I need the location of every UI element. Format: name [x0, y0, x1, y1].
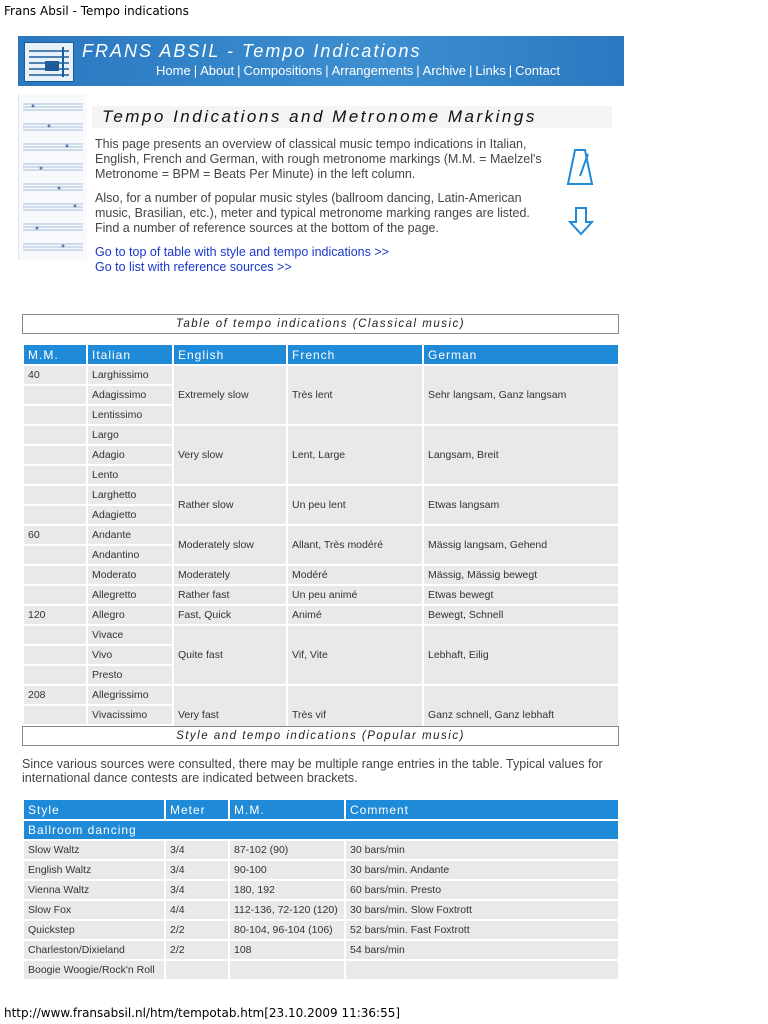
mm-cell: [24, 666, 86, 684]
col-mm: M.M.: [230, 800, 344, 819]
table-row: [24, 566, 618, 584]
mm-cell: 80-104, 96-104 (106): [230, 921, 344, 939]
col-meter: Meter: [166, 800, 228, 819]
intro-paragraph-2: Also, for a number of popular music styles (ballroom dancing, Latin-American music, Brasilian, etc.), meter and typical metronome marking ranges are listed. Find a number of reference sources at the bottom of the page.: [95, 191, 530, 235]
section-title: Ballroom dancing: [24, 821, 618, 839]
mm-cell: [24, 486, 86, 504]
french-cell: Un peu animé: [288, 586, 422, 604]
mm-cell: 208: [24, 686, 86, 704]
english-cell: Very slow: [174, 426, 286, 484]
italian-cell: Andantino: [88, 546, 172, 564]
english-cell: Moderately: [174, 566, 286, 584]
french-cell: Animé: [288, 606, 422, 624]
italian-cell: Vivo: [88, 646, 172, 664]
col-mm: M.M.: [24, 345, 86, 364]
classical-table-caption: Table of tempo indications (Classical music): [22, 314, 619, 334]
mm-cell: 40: [24, 366, 86, 384]
page-footer-url: http://www.fransabsil.nl/htm/tempotab.htm[23.10.2009 11:36:55]: [4, 1006, 401, 1020]
comment-cell: 30 bars/min. Andante: [346, 861, 618, 879]
meter-cell: 3/4: [166, 881, 228, 899]
french-cell: Vif, Vite: [288, 626, 422, 684]
german-cell: Sehr langsam, Ganz langsam: [424, 366, 618, 424]
nav-about[interactable]: About: [200, 63, 235, 78]
italian-cell: Adagissimo: [88, 386, 172, 404]
italian-cell: Andante: [88, 526, 172, 544]
classical-tempo-table: [22, 343, 620, 746]
meter-cell: 2/2: [166, 941, 228, 959]
sheet-music-thumbnail: [18, 94, 87, 260]
mm-cell: [24, 466, 86, 484]
mm-cell: [24, 506, 86, 524]
table-row: [24, 881, 618, 899]
italian-cell: Larghetto: [88, 486, 172, 504]
german-cell: Langsam, Breit: [424, 426, 618, 484]
style-cell: Vienna Waltz: [24, 881, 164, 899]
italian-cell: Larghissimo: [88, 366, 172, 384]
site-title: FRANS ABSIL - Tempo Indications: [82, 41, 422, 61]
popular-table-caption: Style and tempo indications (Popular music): [22, 726, 619, 746]
mm-cell: 120: [24, 606, 86, 624]
italian-cell: Allegrissimo: [88, 686, 172, 704]
style-cell: English Waltz: [24, 861, 164, 879]
mm-cell: [24, 546, 86, 564]
popular-tempo-table: [22, 798, 620, 981]
mm-cell: 180, 192: [230, 881, 344, 899]
site-logo-icon[interactable]: [24, 42, 74, 82]
table-row: [24, 366, 618, 384]
french-cell: Lent, Large: [288, 426, 422, 484]
mm-cell: [24, 406, 86, 424]
section-row: [24, 821, 618, 839]
page-heading: Tempo Indications and Metronome Markings: [92, 106, 612, 128]
mm-cell: 90-100: [230, 861, 344, 879]
italian-cell: Largo: [88, 426, 172, 444]
table-row: [24, 426, 618, 444]
popular-note: Since various sources were consulted, there may be multiple range entries in the table. Typical values for international dance contests are indicated between brackets.: [22, 757, 603, 785]
table-row: [24, 961, 618, 979]
main-nav: Home | About | Compositions | Arrangements | Archive | Links | Contact: [156, 63, 560, 78]
mm-cell: 60: [24, 526, 86, 544]
link-reference-sources[interactable]: Go to list with reference sources >>: [95, 260, 292, 274]
table-row: [24, 901, 618, 919]
german-cell: Etwas bewegt: [424, 586, 618, 604]
style-cell: Slow Waltz: [24, 841, 164, 859]
nav-links[interactable]: Links: [475, 63, 506, 78]
mm-cell: [24, 706, 86, 724]
comment-cell: 60 bars/min. Presto: [346, 881, 618, 899]
style-cell: Charleston/Dixieland: [24, 941, 164, 959]
nav-archive[interactable]: Archive: [422, 63, 467, 78]
nav-home[interactable]: Home: [156, 63, 191, 78]
english-cell: Extremely slow: [174, 366, 286, 424]
italian-cell: Vivace: [88, 626, 172, 644]
comment-cell: 52 bars/min. Fast Foxtrott: [346, 921, 618, 939]
french-cell: Un peu lent: [288, 486, 422, 524]
table-row: [24, 861, 618, 879]
german-cell: Ganz schnell, Ganz lebhaft: [424, 686, 618, 744]
german-cell: Bewegt, Schnell: [424, 606, 618, 624]
site-banner: [18, 36, 624, 86]
down-arrow-icon[interactable]: [568, 206, 594, 241]
english-cell: Very fast: [174, 686, 286, 744]
col-comment: Comment: [346, 800, 618, 819]
mm-cell: 108: [230, 941, 344, 959]
col-italian: Italian: [88, 345, 172, 364]
link-style-table[interactable]: Go to top of table with style and tempo indications >>: [95, 245, 389, 259]
table-row: [24, 526, 618, 544]
mm-cell: [24, 646, 86, 664]
italian-cell: Adagietto: [88, 506, 172, 524]
mm-cell: 112-136, 72-120 (120): [230, 901, 344, 919]
table-row: [24, 626, 618, 644]
english-cell: Rather fast: [174, 586, 286, 604]
german-cell: Mässig langsam, Gehend: [424, 526, 618, 564]
comment-cell: 30 bars/min. Slow Foxtrott: [346, 901, 618, 919]
italian-cell: Moderato: [88, 566, 172, 584]
intro-text: [95, 137, 555, 275]
mm-cell: [24, 426, 86, 444]
english-cell: Rather slow: [174, 486, 286, 524]
comment-cell: [346, 961, 618, 979]
meter-cell: 2/2: [166, 921, 228, 939]
metronome-icon: [566, 148, 594, 191]
mm-cell: [24, 386, 86, 404]
col-french: French: [288, 345, 422, 364]
mm-cell: [230, 961, 344, 979]
french-cell: Très lent: [288, 366, 422, 424]
mm-cell: [24, 626, 86, 644]
table-row: [24, 606, 618, 624]
page-title: Frans Absil - Tempo indications: [4, 4, 189, 18]
style-cell: Boogie Woogie/Rock'n Roll: [24, 961, 164, 979]
comment-cell: 54 bars/min: [346, 941, 618, 959]
meter-cell: 4/4: [166, 901, 228, 919]
meter-cell: 3/4: [166, 861, 228, 879]
mm-cell: [24, 586, 86, 604]
comment-cell: 30 bars/min: [346, 841, 618, 859]
col-german: German: [424, 345, 618, 364]
table-row: [24, 486, 618, 504]
meter-cell: 3/4: [166, 841, 228, 859]
table-row: [24, 586, 618, 604]
italian-cell: Lento: [88, 466, 172, 484]
intro-paragraph-1: This page presents an overview of classical music tempo indications in Italian, English, French and German, with rough metronome markings (M.M. = Maelzel's Metronome = BPM = Beats Per Minute) in the left column.: [95, 137, 542, 181]
nav-compositions[interactable]: Compositions: [243, 63, 323, 78]
german-cell: Lebhaft, Eilig: [424, 626, 618, 684]
english-cell: Moderately slow: [174, 526, 286, 564]
mm-cell: 87-102 (90): [230, 841, 344, 859]
nav-arrangements[interactable]: Arrangements: [331, 63, 414, 78]
italian-cell: Allegretto: [88, 586, 172, 604]
italian-cell: Presto: [88, 666, 172, 684]
french-cell: Très vif: [288, 686, 422, 744]
table-row: [24, 941, 618, 959]
english-cell: Quite fast: [174, 626, 286, 684]
french-cell: Modéré: [288, 566, 422, 584]
mm-cell: [24, 446, 86, 464]
style-cell: Quickstep: [24, 921, 164, 939]
table-row: [24, 686, 618, 704]
italian-cell: Lentissimo: [88, 406, 172, 424]
italian-cell: Adagio: [88, 446, 172, 464]
col-english: English: [174, 345, 286, 364]
table-row: [24, 841, 618, 859]
nav-contact[interactable]: Contact: [515, 63, 560, 78]
table-row: [24, 921, 618, 939]
english-cell: Fast, Quick: [174, 606, 286, 624]
meter-cell: [166, 961, 228, 979]
italian-cell: Allegro: [88, 606, 172, 624]
french-cell: Allant, Très modéré: [288, 526, 422, 564]
german-cell: Etwas langsam: [424, 486, 618, 524]
col-style: Style: [24, 800, 164, 819]
style-cell: Slow Fox: [24, 901, 164, 919]
italian-cell: Vivacissimo: [88, 706, 172, 724]
german-cell: Mässig, Mässig bewegt: [424, 566, 618, 584]
mm-cell: [24, 566, 86, 584]
